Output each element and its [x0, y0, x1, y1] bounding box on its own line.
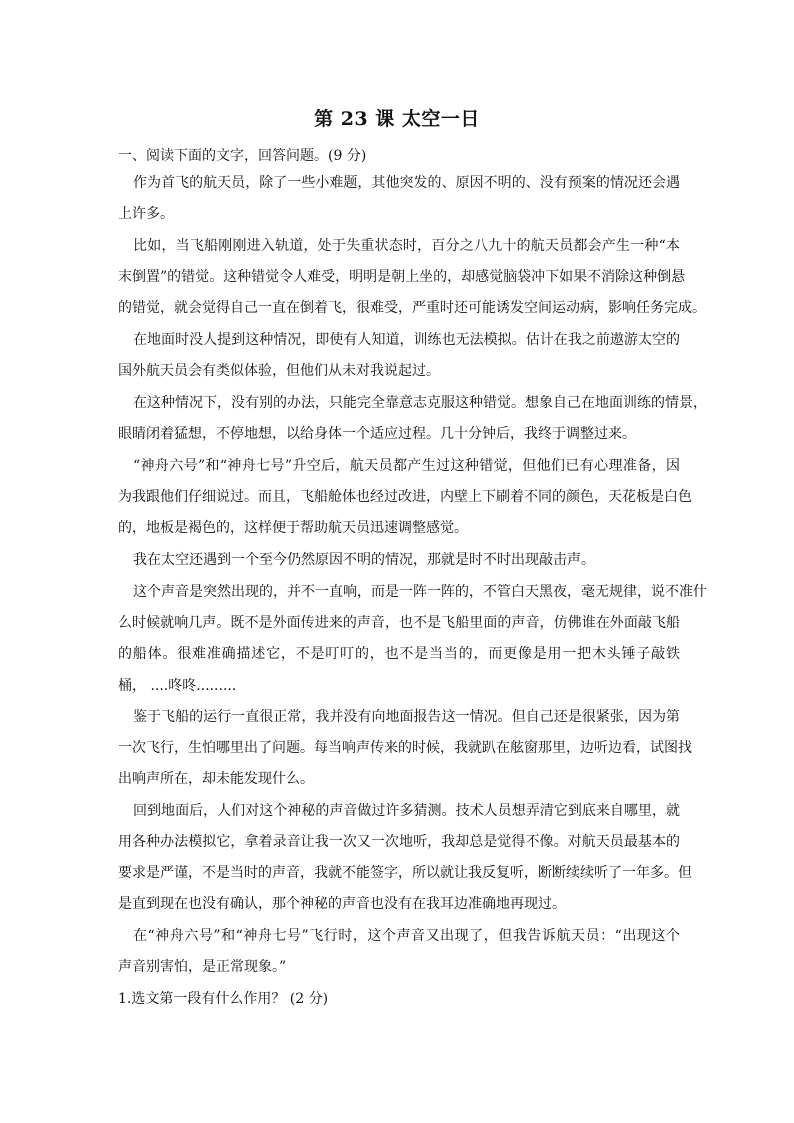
lesson-title: 第 23 课 太空一日 [314, 108, 480, 130]
paragraph-line: “神舟六号”和“神舟七号”升空后，航天员都产生过这种错觉，但他们已有心理准备，因 [133, 458, 680, 474]
paragraph-line: 这个声音是突然出现的，并不一直响，而是一阵一阵的，不管白天黑夜，毫无规律，说不准什 [133, 584, 707, 600]
paragraph-line: 为我跟他们仔细说过。而且，飞船舱体也经过改进，内壁上下刷着不同的颜色，天花板是白色 [118, 489, 692, 505]
paragraph-line: 的错觉，就会觉得自己一直在倒着飞，很难受，严重时还可能诱发空间运动病，影响任务完成。 [118, 300, 706, 316]
paragraph-line: 的船体。很难准确描述它，不是叮叮的，也不是当当的，而更像是用一把木头锤子敲铁 [118, 646, 680, 662]
paragraph-line: 作为首飞的航天员，除了一些小难题，其他突发的、原因不明的、没有预案的情况还会遇 [133, 175, 680, 191]
paragraph-line: 鉴于飞船的运行一直很正常，我并没有向地面报告这一情况。但自己还是很紧张，因为第 [133, 709, 680, 725]
paragraph-line: 用各种办法模拟它，拿着录音让我一次又一次地听，我却总是觉得不像。对航天员最基本的 [118, 834, 680, 850]
paragraph-line: 是直到现在也没有确认，那个神秘的声音也没有在我耳边准确地再现过。 [118, 896, 566, 912]
paragraph-line: 在地面时没人提到这种情况，即使有人知道，训练也无法模拟。估计在我之前遨游太空的 [133, 332, 680, 348]
paragraph-line: 出响声所在，却未能发现什么。 [118, 771, 314, 787]
paragraph-line: 桶， ....咚咚......... [118, 678, 237, 694]
paragraph-line: 要求是严谨，不是当时的声音，我就不能签字，所以就让我反复听，断断续续听了一年多。但 [118, 865, 692, 881]
paragraph-line: 在这种情况下，没有别的办法，只能完全靠意志克服这种错觉。想象自己在地面训练的情景， [133, 395, 707, 411]
paragraph-line: 在“神舟六号”和“神舟七号”飞行时，这个声音又出现了，但我告诉航天员：“出现这个 [133, 928, 680, 944]
paragraph-line: 我在太空还遇到一个至今仍然原因不明的情况，那就是时不时出现敲击声。 [133, 552, 595, 568]
paragraph-line: 声音别害怕，是正常现象。” [118, 959, 287, 975]
paragraph-line: 一次飞行，生怕哪里出了问题。每当响声传来的时候，我就趴在舷窗那里，边听边看，试图找 [118, 740, 692, 756]
paragraph-line: 比如，当飞船刚刚进入轨道，处于失重状态时，百分之八九十的航天员都会产生一种“本 [133, 238, 680, 254]
section-heading: 一、阅读下面的文字，回答问题。(9 分) [118, 148, 367, 164]
paragraph-line: 么时候就响几声。既不是外面传进来的声音，也不是飞船里面的声音，仿佛谁在外面敲飞船 [118, 615, 680, 631]
paragraph-line: 国外航天员会有类似体验，但他们从未对我说起过。 [118, 363, 440, 379]
question-1: 1.选文第一段有什么作用？ (2 分) [118, 991, 329, 1007]
paragraph-line: 回到地面后，人们对这个神秘的声音做过许多猜测。技术人员想弄清它到底来自哪里，就 [133, 803, 680, 819]
paragraph-line: 末倒置”的错觉。这种错觉令人难受，明明是朝上坐的，却感觉脑袋冲下如果不消除这种倒悬 [118, 269, 686, 285]
paragraph-line: 上许多。 [118, 206, 174, 222]
paragraph-line: 的，地板是褐色的，这样便于帮助航天员迅速调整感觉。 [118, 520, 468, 536]
paragraph-line: 眼睛闭着猛想，不停地想，以给身体一个适应过程。几十分钟后，我终于调整过来。 [118, 426, 636, 442]
